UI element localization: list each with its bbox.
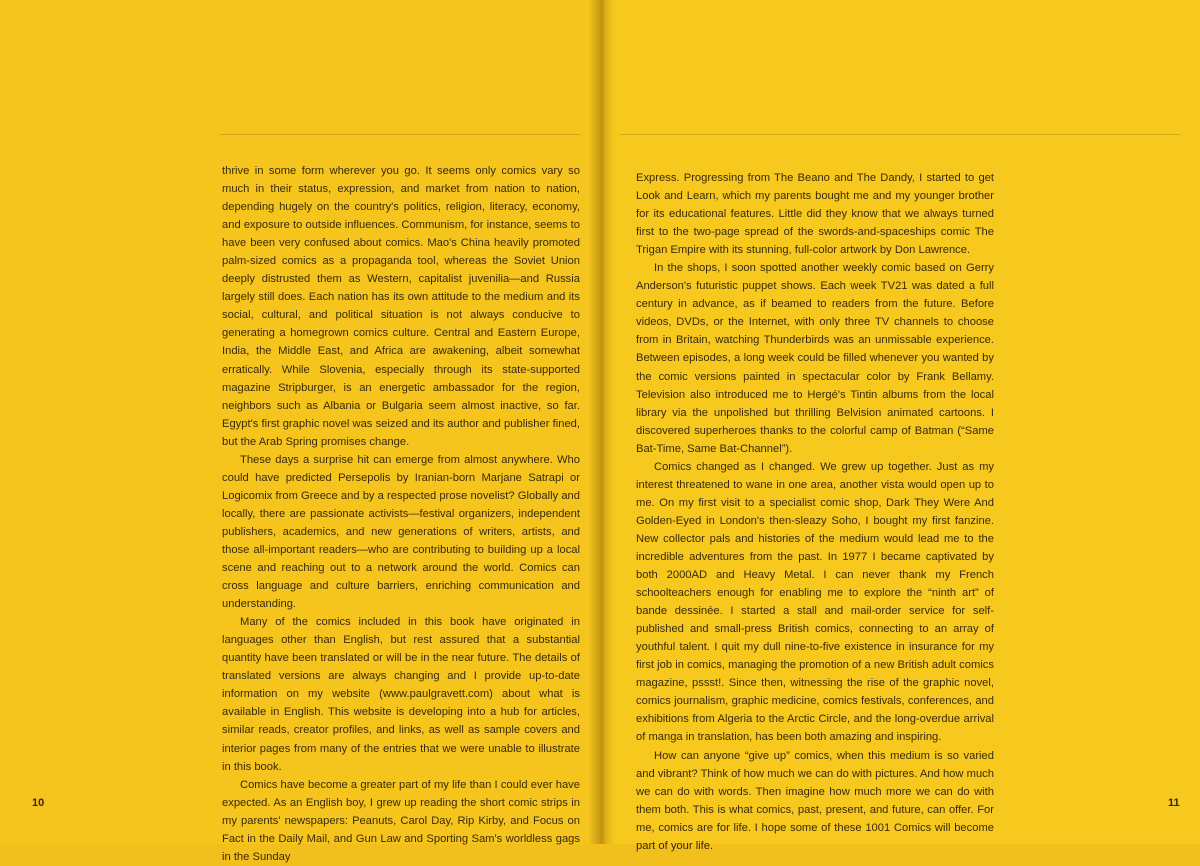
paragraph: thrive in some form wherever you go. It seems only comics vary so much in their status, expression, and market from nation to nation, depending hugely on the country's politics, religion, literacy, economy, and exposure to outside influences. Communism, for instance, seems to have been very confused about comics. Mao's China heavily promoted palm-sized comics as a propaganda tool, whereas the Soviet Union deeply distrusted them as Western, capitalist juvenilia—and Russia largely still does. Each nation has its own attitude to the medium and its social, cultural, and political situation is not always conducive to generating a homegrown comics culture. Central and Eastern Europe, India, the Middle East, and Africa are awakening, albeit somewhat erratically. While Slovenia, especially through its state-supported magazine Stripburger, is an energetic ambassador for the region, neighbors such as Albania or Bulgaria seem almost inactive, so far. Egypt's first graphic novel was seized and its author and publisher fined, but the Arab Spring promises change.	[222, 165, 580, 448]
book-gutter	[588, 0, 614, 844]
paragraph: In the shops, I soon spotted another weekly comic based on Gerry Anderson's futuristic puppet shows. Each week TV21 was dated a full century in advance, as if beamed to readers from the future. Before videos, DVDs, or the Internet, with only three TV channels to choose from in Britain, watching Thunderbirds was an unmissable experience. Between episodes, a long week could be filled whenever you wanted by the comic versions painted in spectacular color by Frank Bellamy. Television also introduced me to Hergé's Tintin albums from the local library via the unpolished but thrilling Belvision animated cartoons. I discovered superheroes thanks to the colorful camp of Batman (“Same Bat-Time, Same Bat-Channel”).	[636, 262, 994, 455]
left-page	[0, 0, 600, 863]
paragraph: Comics changed as I changed. We grew up together. Just as my interest threatened to wane in one area, another vista would open up to me. On my first visit to a specialist comic shop, Dark They Were And Golden-Eyed in London's then-sleazy Soho, I bought my first fanzine. New collector pals and histories of the medium would lead me to the incredible adventures from the past. In 1977 I became captivated by both 2000AD and Heavy Metal. I can never thank my French schoolteachers enough for enabling me to explore the “ninth art” of bande dessinée. I started a stall and mail-order service for self-published and small-press British comics, connecting to an array of youthful talent. I quit my dull nine-to-five existence in insurance for my first job in comics, managing the promotion of a new British adult comics magazine, pssst!. Since then, witnessing the rise of the graphic novel, comics journalism, graphic medicine, comics festivals, conferences, and exhibitions from Algeria to the Arctic Circle, and the long-overdue arrival of manga in translation, has been both amazing and inspiring.	[636, 460, 994, 744]
right-text-column	[636, 169, 994, 855]
paragraph: Many of the comics included in this book have originated in languages other than English, but rest assured that a substantial quantity have been translated or will be in the near future. The details of translated versions are always changing and I provide up-to-date information on my website (www.paulgravett.com) about what is available in English. This website is developing into a hub for articles, similar reads, creator profiles, and links, as well as sample covers and interior pages from many of the entries that we were unable to illustrate in this book.	[222, 616, 580, 773]
header-rule	[620, 134, 1180, 135]
header-rule	[220, 134, 580, 135]
page-number: 10	[32, 797, 45, 809]
paragraph: Express. Progressing from The Beano and The Dandy, I started to get Look and Learn, which my parents bought me and my younger brother for its educational features. Little did they know that we always turned first to the two-page spread of the swords-and-spaceships comic The Trigan Empire with its stunning, full-color artwork by Don Lawrence.	[636, 172, 994, 257]
page-number: 11	[1168, 797, 1180, 809]
left-text-column	[222, 162, 580, 866]
paragraph: These days a surprise hit can emerge from almost anywhere. Who could have predicted Persepolis by Iranian-born Marjane Satrapi or Logicomix from Greece and by a respected prose novelist? Globally and locally, there are passionate activists—festival organizers, independent publishers, academics, and new generations of writers, artists, and those all-important readers—who are contributing to building up a local scene and reaching out to a network around the world. Comics can cross language and culture barriers, enriching communication and understanding.	[222, 453, 580, 611]
right-page	[600, 0, 1200, 852]
paragraph: How can anyone “give up” comics, when this medium is so varied and vibrant? Think of how much we can do with pictures. And how much we can do with words. Then imagine how much more we can do with them both. This is what comics, past, present, and future, can offer. For me, comics are for life. I hope some of these 1001 Comics will become part of your life.	[636, 749, 994, 852]
paragraph: Comics have become a greater part of my life than I could ever have expected. As an English boy, I grew up reading the short comic strips in my parents' newspapers: Peanuts, Carol Day, Rip Kirby, and Focus on Fact in the Daily Mail, and Gun Law and Sporting Sam's worldless gags in the Sunday	[222, 778, 580, 863]
